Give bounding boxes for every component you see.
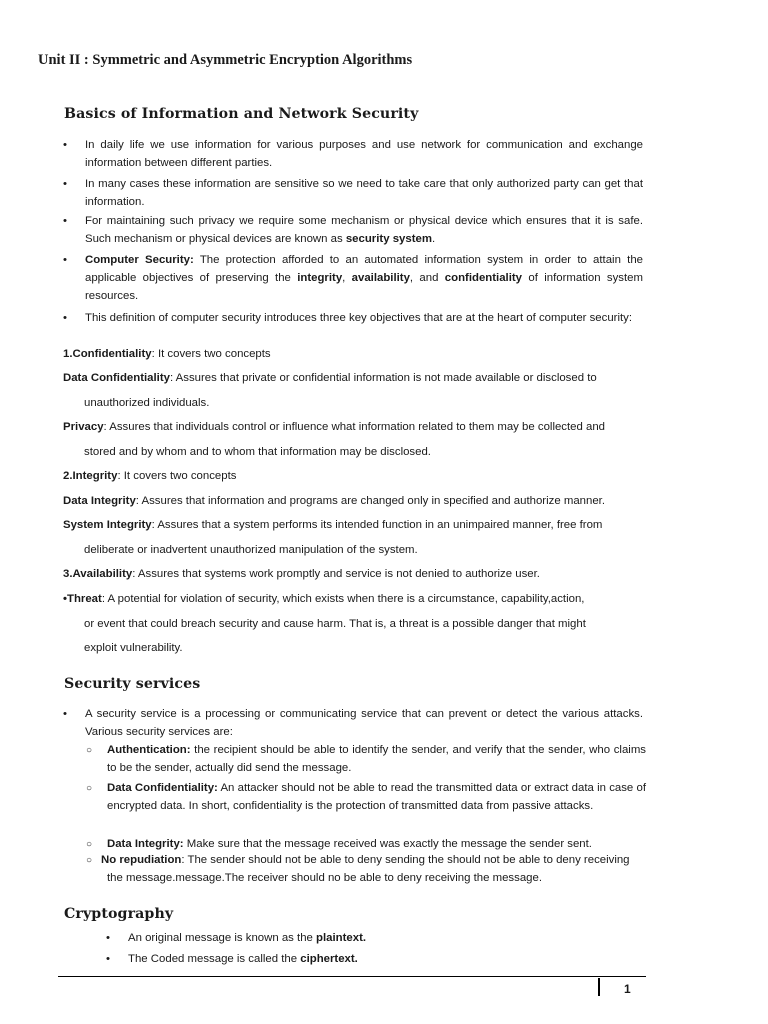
- bullet-item: [106, 950, 646, 969]
- bullet-item: [106, 929, 646, 948]
- bullet-icon: •: [63, 178, 67, 190]
- section-heading-security-services: Security services: [64, 676, 201, 692]
- definition-line: or event that could breach security and cause harm. That is, a threat is a possible danger that might: [84, 617, 586, 630]
- definition-privacy: [63, 415, 653, 464]
- definition-integrity: [63, 464, 653, 489]
- text-run: : A potential for violation of security, which exists when there is a circumstance, capability,action,: [101, 593, 585, 605]
- bold-term: Data Confidentiality:: [107, 782, 218, 794]
- circle-bullet-icon: ○: [86, 783, 93, 794]
- bullet-icon: •: [63, 254, 67, 266]
- text-run: Make sure that the message received was exactly the message the sender sent.: [183, 838, 592, 850]
- text-run: : It covers two concepts: [117, 470, 237, 482]
- bullet-icon: •: [63, 215, 67, 227]
- page-number: 1: [624, 982, 631, 996]
- definition-line: deliberate or inadvertent unauthorized manipulation of the system.: [84, 543, 418, 556]
- definition-data-confidentiality: [63, 366, 653, 415]
- definition-line: [63, 415, 653, 440]
- bold-term: Privacy: [63, 421, 104, 433]
- bullet-icon: •: [63, 139, 67, 151]
- text-run: An original message is known as the: [128, 932, 317, 944]
- text-run: , and: [409, 272, 445, 284]
- bullet-icon: •: [106, 953, 110, 965]
- bold-term: Computer Security:: [85, 254, 194, 266]
- bold-term: Authentication:: [107, 744, 191, 756]
- text-run: : Assures that individuals control or influence what information related to them may be collected and: [103, 421, 606, 433]
- definition-confidentiality: [63, 342, 653, 367]
- bold-term: integrity: [297, 272, 343, 284]
- sub-bullet-text: the message.message.The receiver should no be able to deny receiving the message.: [107, 872, 542, 884]
- bold-term: No repudiation: [101, 854, 182, 866]
- bullet-icon: •: [63, 708, 67, 720]
- bold-term: confidentiality: [444, 272, 523, 284]
- unit-title: Unit II : Symmetric and Asymmetric Encryption Algorithms: [38, 52, 413, 68]
- bullet-text: [85, 251, 643, 305]
- bullet-text: In many cases these information are sensitive so we need to take care that only authorized party can get that information.: [85, 178, 643, 208]
- definition-line: unauthorized individuals.: [84, 396, 210, 409]
- bullet-item: [63, 136, 643, 172]
- bullet-text: [128, 950, 646, 969]
- bold-term: 3.Availability: [63, 568, 133, 580]
- text-run: : Assures that a system performs its intended function in an unimpaired manner, free from: [151, 519, 603, 531]
- bullet-text: [85, 212, 643, 248]
- bullet-text: In daily life we use information for various purposes and use network for communication and exchange information between different parties.: [85, 139, 643, 169]
- bullet-text: This definition of computer security introduces three key objectives that are at the heart of computer security:: [85, 312, 633, 324]
- sub-bullet-text: [107, 779, 646, 815]
- definition-availability: [63, 562, 653, 587]
- text-run: ,: [342, 272, 352, 284]
- bullet-icon: •: [106, 932, 110, 944]
- bold-term: Data Confidentiality: [63, 372, 170, 384]
- bold-term: security system: [345, 233, 432, 245]
- bullet-item: [63, 309, 643, 327]
- text-run: : Assures that information and programs are changed only in specified and authorize manner.: [135, 495, 605, 507]
- text-run: An attacker should not be able to read the transmitted data or extract data in case of encrypted data. In short, confidentiality is the protection of transmitted data from passive attacks.: [107, 782, 647, 812]
- bullet-item: [63, 705, 643, 741]
- bold-term: System Integrity: [63, 519, 152, 531]
- bullet-item: [63, 251, 643, 305]
- circle-bullet-icon: ○: [86, 745, 93, 756]
- bullet-item: [63, 212, 643, 248]
- definition-data-integrity: [63, 489, 653, 514]
- text-run: The Coded message is called the: [128, 953, 301, 965]
- text-run: the recipient should be able to identify the sender, and verify that the sender, who claims to be the sender, actually did send the message.: [107, 744, 646, 774]
- bold-term: •Threat: [63, 593, 102, 605]
- text-run: .: [431, 233, 436, 245]
- text-run: : Assures that systems work promptly and service is not denied to authorize user.: [132, 568, 540, 580]
- text-run: of information system resources.: [85, 272, 643, 302]
- text-run: : Assures that private or confidential information is not made available or disclosed to: [169, 372, 597, 384]
- footer-divider: [598, 978, 600, 996]
- bullet-icon: •: [63, 312, 67, 324]
- text-run: For maintaining such privacy we require some mechanism or physical device which ensures that it is safe. Such mechanism or physical devices are known as: [85, 215, 643, 245]
- sub-bullet-data-confidentiality: [86, 779, 646, 815]
- definition-line: [63, 366, 653, 391]
- bold-term: Data Integrity: [63, 495, 136, 507]
- definition-line: [63, 587, 653, 612]
- circle-bullet-icon: ○: [86, 855, 93, 866]
- sub-bullet-text: [107, 741, 646, 777]
- sub-bullet-no-repudiation: [86, 851, 686, 887]
- footer-rule: [58, 976, 646, 977]
- section-heading-basics: Basics of Information and Network Security: [64, 106, 419, 122]
- bullet-item: [63, 175, 643, 211]
- bold-term: ciphertext.: [300, 953, 358, 965]
- definition-system-integrity: [63, 513, 653, 562]
- bullet-text: [128, 929, 646, 948]
- definition-threat: [63, 587, 653, 661]
- bullet-text: A security service is a processing or communicating service that can prevent or detect the various attacks. Various security services are:: [85, 708, 643, 738]
- circle-bullet-icon: ○: [86, 839, 93, 850]
- text-run: : It covers two concepts: [151, 348, 271, 360]
- bold-term: availability: [351, 272, 410, 284]
- text-run: The protection afforded to an automated information system in order to attain the applicable objectives of preserving the: [85, 254, 643, 284]
- definition-line: [63, 513, 653, 538]
- section-heading-cryptography: Cryptography: [64, 906, 174, 922]
- bold-term: 1.Confidentiality: [63, 348, 152, 360]
- definition-line: exploit vulnerability.: [84, 642, 183, 654]
- bold-term: 2.Integrity: [63, 470, 118, 482]
- sub-bullet-text: [101, 851, 686, 869]
- text-run: : The sender should not be able to deny sending the should not be able to deny receiving: [181, 854, 630, 866]
- sub-bullet-authentication: [86, 741, 646, 777]
- bold-term: Data Integrity:: [107, 838, 184, 850]
- bold-term: plaintext.: [316, 932, 367, 944]
- definition-line: stored and by whom and to whom that information may be disclosed.: [84, 445, 431, 458]
